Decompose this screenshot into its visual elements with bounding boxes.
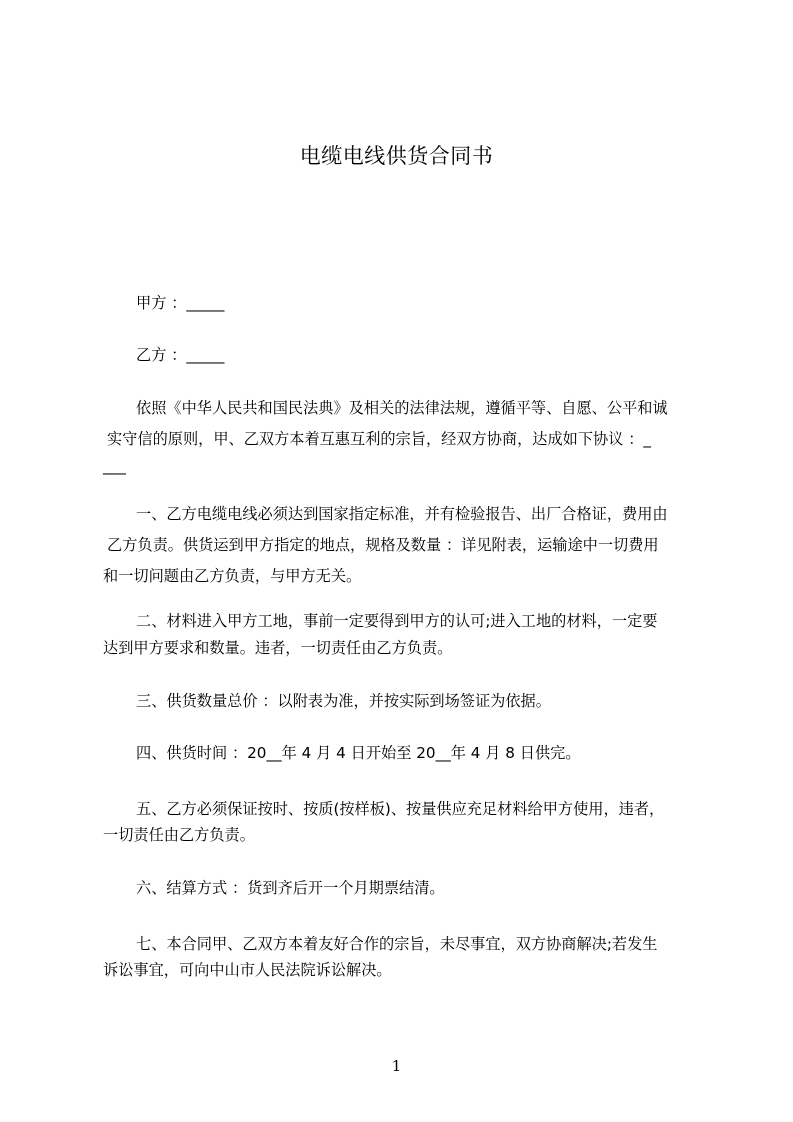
- clause-5-line-1: 五、乙方必须保证按时、按质(按样板)、按量供应充足材料给甲方使用，违者，: [136, 800, 665, 818]
- clause-4-line: 四、供货时间 ：20__年 4 月 4 日开始至 20__年 4 月 8 日供完。: [136, 744, 581, 762]
- preamble-line-2: 实守信的原则，甲、乙双方本着互惠互利的宗旨，经双方协商，达成如下协议 ：_: [107, 430, 651, 448]
- page-number: 1: [391, 1057, 402, 1075]
- clause-1-line-2: 乙方负责。供货运到甲方指定的地点，规格及数量 ：详见附表，运输途中一切费用: [107, 536, 659, 554]
- clause-2-line-1: 二、材料进入甲方工地，事前一定要得到甲方的认可;进入工地的材料，一定要: [136, 612, 658, 630]
- clause-3-line: 三、供货数量总价 ：以附表为准，并按实际到场签证为依据。: [136, 692, 551, 710]
- clause-2-line-2: 达到甲方要求和数量。违者，一切责任由乙方负责。: [103, 639, 453, 657]
- preamble-line-3: ___: [103, 457, 126, 475]
- clause-7-line-1: 七、本合同甲、乙双方本着友好合作的宗旨，未尽事宜，双方协商解决;若发生: [136, 935, 658, 953]
- clause-7-line-2: 诉讼事宜，可向中山市人民法院诉讼解决。: [103, 961, 392, 979]
- clause-1-line-1: 一、乙方电缆电线必须达到国家指定标准，并有检验报告、出厂合格证，费用由: [136, 505, 668, 523]
- document-title: 电缆电线供货合同书: [299, 144, 494, 168]
- clause-6-line: 六、结算方式 ：货到齐后开一个月期票结清。: [136, 879, 445, 897]
- preamble-line-1: 依照《中华人民共和国民法典》及相关的法律法规，遵循平等、自愿、公平和诚: [136, 399, 668, 417]
- clause-1-line-3: 和一切问题由乙方负责，与甲方无关。: [103, 567, 362, 585]
- clause-5-line-2: 一切责任由乙方负责。: [103, 826, 255, 844]
- party-a-line: 甲方 ：_____: [136, 294, 225, 312]
- party-b-line: 乙方 ：_____: [136, 346, 225, 364]
